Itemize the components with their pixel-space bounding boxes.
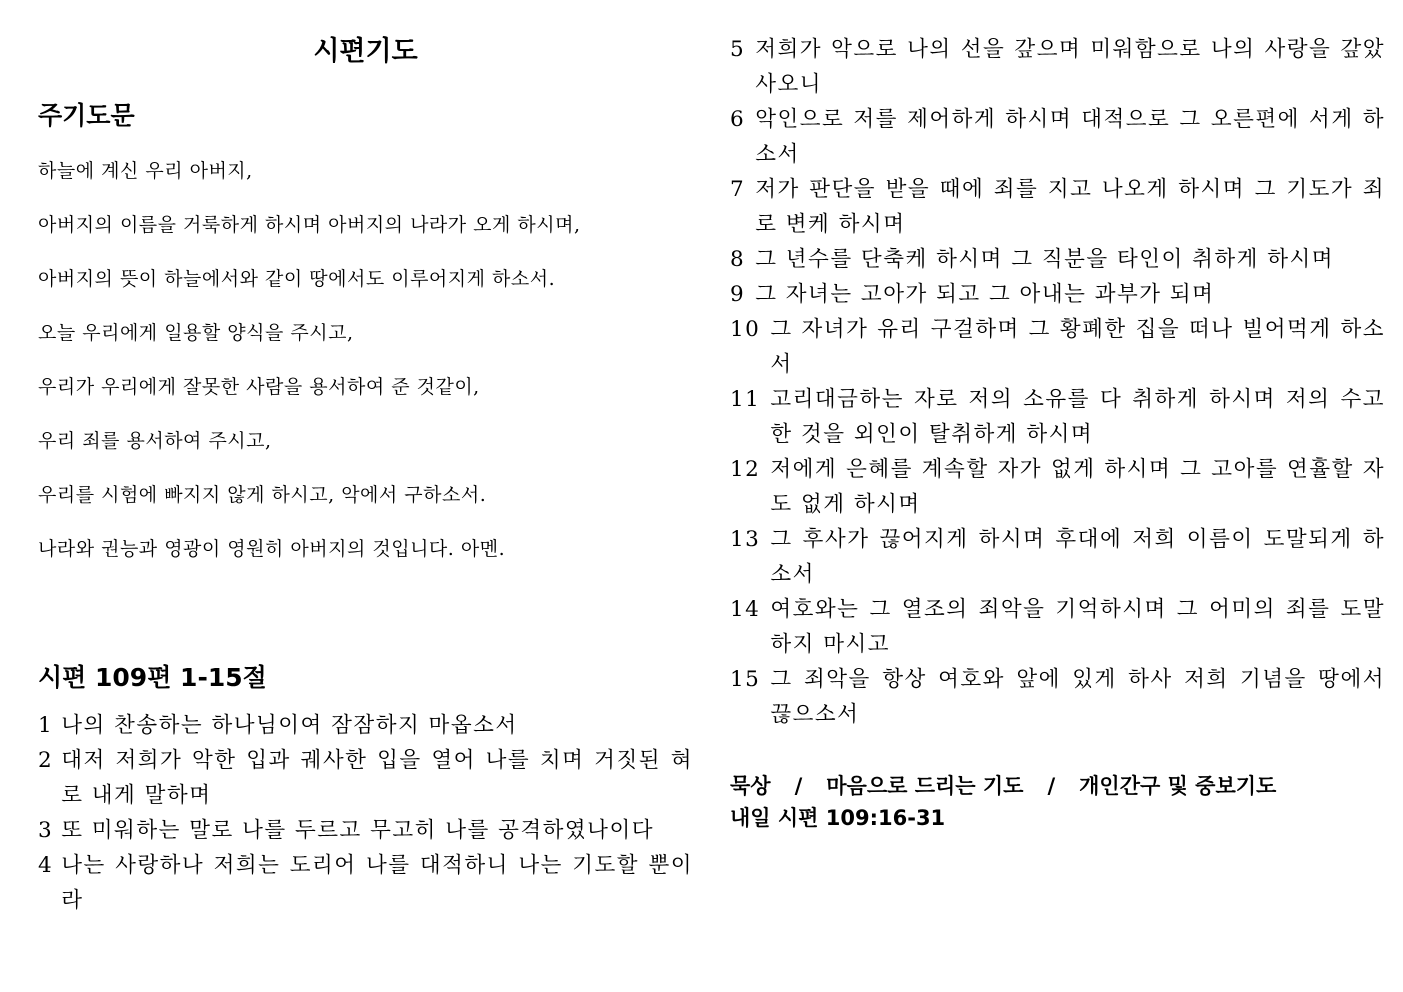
- step-silent-prayer: 마음으로 드리는 기도: [826, 774, 1024, 798]
- step-separator: /: [794, 774, 803, 798]
- verse-text: 그 년수를 단축케 하시며 그 직분을 타인이 취하게 하시며: [755, 247, 1335, 272]
- verse: [38, 708, 693, 743]
- prayer-line: 우리가 우리에게 잘못한 사람을 용서하여 준 것같이,: [38, 376, 480, 398]
- verse-text: 또 미워하는 말로 나를 두르고 무고히 나를 공격하였나이다: [61, 818, 654, 843]
- verse-text: 여호와는 그 열조의 죄악을 기억하시며 그 어미의 죄를 도말하지 마시고: [770, 597, 1385, 657]
- verse: [38, 743, 693, 813]
- left-column: [38, 30, 693, 918]
- verse: [730, 32, 1385, 102]
- prayer-line: 아버지의 뜻이 하늘에서와 같이 땅에서도 이루어지게 하소서.: [38, 268, 556, 290]
- prayer-line: 우리를 시험에 빠지지 않게 하시고, 악에서 구하소서.: [38, 484, 487, 506]
- prayer-line: 나라와 권능과 영광이 영원히 아버지의 것입니다. 아멘.: [38, 538, 506, 560]
- verse: [730, 382, 1385, 452]
- verse-number: 10: [730, 317, 761, 342]
- verse: [730, 452, 1385, 522]
- step-separator: /: [1047, 774, 1056, 798]
- verse-number: 15: [730, 667, 761, 692]
- right-column: [730, 32, 1385, 834]
- step-meditation: 묵상: [730, 774, 771, 798]
- step-intercession: 개인간구 및 중보기도: [1079, 774, 1277, 798]
- verse-number: 5: [730, 37, 746, 62]
- verse-text: 대저 저희가 악한 입과 궤사한 입을 열어 나를 치며 거짓된 혀로 내게 말하며: [61, 748, 693, 808]
- prayer-line: 하늘에 계신 우리 아버지,: [38, 160, 253, 182]
- verse: [730, 242, 1385, 277]
- verse-number: 6: [730, 107, 746, 132]
- verse-text: 그 죄악을 항상 여호와 앞에 있게 하사 저희 기념을 땅에서 끊으소서: [770, 667, 1385, 727]
- verse-text: 나는 사랑하나 저희는 도리어 나를 대적하니 나는 기도할 뿐이라: [61, 853, 693, 913]
- verse-text: 그 후사가 끊어지게 하시며 후대에 저희 이름이 도말되게 하소서: [770, 527, 1385, 587]
- verse: [730, 102, 1385, 172]
- verse: [730, 662, 1385, 732]
- verse: [730, 312, 1385, 382]
- verse-number: 7: [730, 177, 746, 202]
- lords-prayer-text: [38, 144, 693, 576]
- verse-number: 4: [38, 853, 54, 878]
- prayer-line: 오늘 우리에게 일용할 양식을 주시고,: [38, 322, 354, 344]
- next-reading: 내일 시편 109:16-31: [730, 806, 946, 830]
- verse-number: 3: [38, 818, 54, 843]
- prayer-line: 아버지의 이름을 거룩하게 하시며 아버지의 나라가 오게 하시며,: [38, 214, 581, 236]
- verse: [730, 592, 1385, 662]
- verse-number: 8: [730, 247, 746, 272]
- verse-text: 악인으로 저를 제어하게 하시며 대적으로 그 오른편에 서게 하소서: [755, 107, 1385, 167]
- verse-text: 그 자녀가 유리 구걸하며 그 황폐한 집을 떠나 빌어먹게 하소서: [770, 317, 1385, 377]
- verse: [730, 522, 1385, 592]
- verse-number: 12: [730, 457, 761, 482]
- verse-number: 9: [730, 282, 746, 307]
- lords-prayer-heading: 주기도문: [38, 101, 135, 130]
- verse: [730, 172, 1385, 242]
- psalm-verses-right: [730, 32, 1385, 732]
- verse-number: 13: [730, 527, 761, 552]
- devotion-steps: [730, 770, 1385, 802]
- document-title: 시편기도: [313, 36, 418, 67]
- devotion-footer: [730, 770, 1385, 834]
- verse-text: 나의 찬송하는 하나님이여 잠잠하지 마옵소서: [61, 713, 518, 738]
- prayer-line: 우리 죄를 용서하여 주시고,: [38, 430, 272, 452]
- verse-text: 그 자녀는 고아가 되고 그 아내는 과부가 되며: [755, 282, 1215, 307]
- verse-text: 저에게 은혜를 계속할 자가 없게 하시며 그 고아를 연휼할 자도 없게 하시며: [770, 457, 1385, 517]
- verse-number: 11: [730, 387, 761, 412]
- psalm-verses-left: [38, 708, 693, 918]
- verse-number: 1: [38, 713, 54, 738]
- verse-text: 저가 판단을 받을 때에 죄를 지고 나오게 하시며 그 기도가 죄로 변케 하시며: [755, 177, 1385, 237]
- verse-text: 고리대금하는 자로 저의 소유를 다 취하게 하시며 저의 수고한 것을 외인이 탈취하게 하시며: [770, 387, 1385, 447]
- verse: [38, 813, 693, 848]
- verse: [730, 277, 1385, 312]
- verse-number: 2: [38, 748, 54, 773]
- verse: [38, 848, 693, 918]
- verse-number: 14: [730, 597, 761, 622]
- psalm-heading: 시편 109편 1-15절: [38, 663, 267, 692]
- verse-text: 저희가 악으로 나의 선을 갚으며 미워함으로 나의 사랑을 갚았사오니: [755, 37, 1385, 97]
